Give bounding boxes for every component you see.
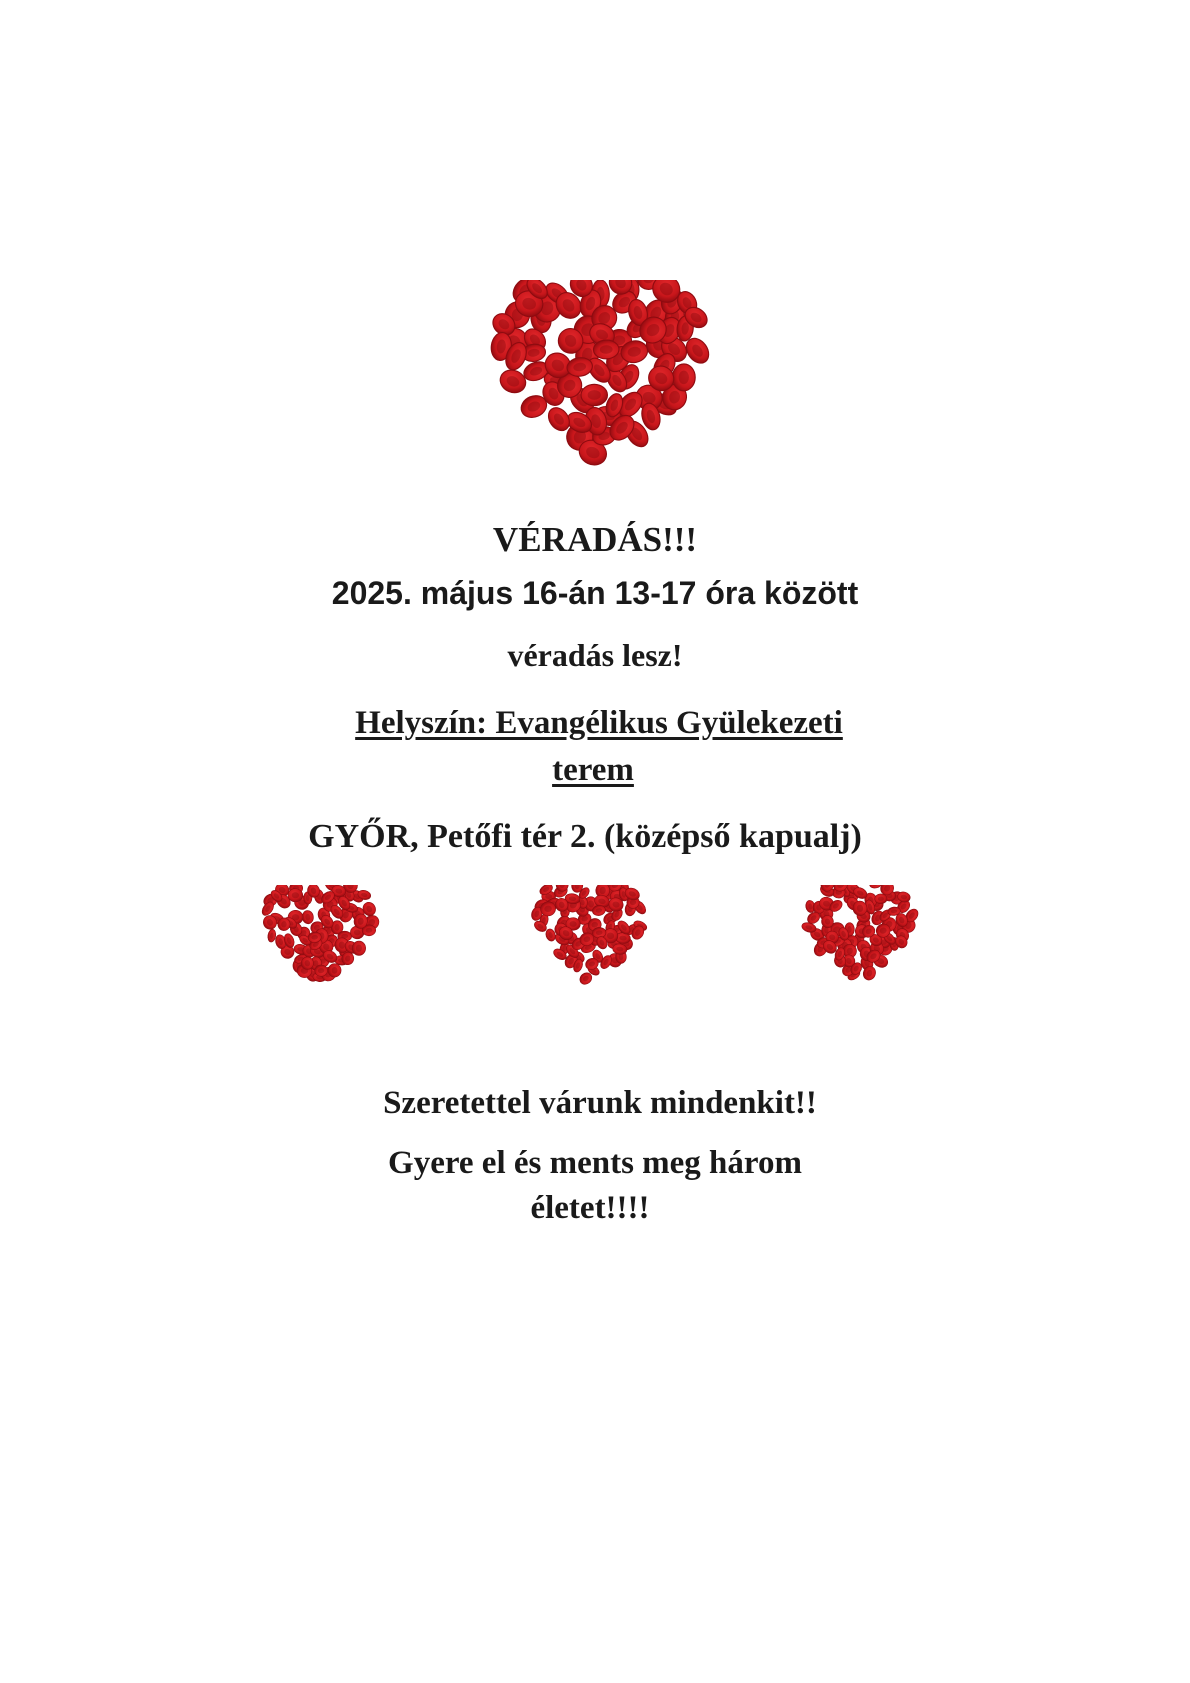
- event-subtitle: véradás lesz!: [507, 637, 683, 673]
- blood-cell-heart-icon: [794, 885, 924, 991]
- welcome-message: Szeretettel várunk mindenkit!!: [383, 1085, 817, 1121]
- location-label-continued: terem: [552, 752, 634, 788]
- blood-cell-heart-icon: [524, 885, 654, 991]
- blood-cell-heart-icon: [254, 885, 384, 991]
- blood-cell-heart-icon: [475, 280, 723, 480]
- call-to-action-continued: életet!!!!: [530, 1190, 650, 1226]
- poster-title: VÉRADÁS!!!: [492, 520, 698, 559]
- location-label: Helyszín: Evangélikus Gyülekezeti: [355, 705, 843, 741]
- call-to-action: Gyere el és ments meg három: [388, 1145, 802, 1181]
- event-date: 2025. május 16-án 13-17 óra között: [331, 575, 859, 611]
- event-address: GYŐR, Petőfi tér 2. (középső kapualj): [308, 818, 862, 855]
